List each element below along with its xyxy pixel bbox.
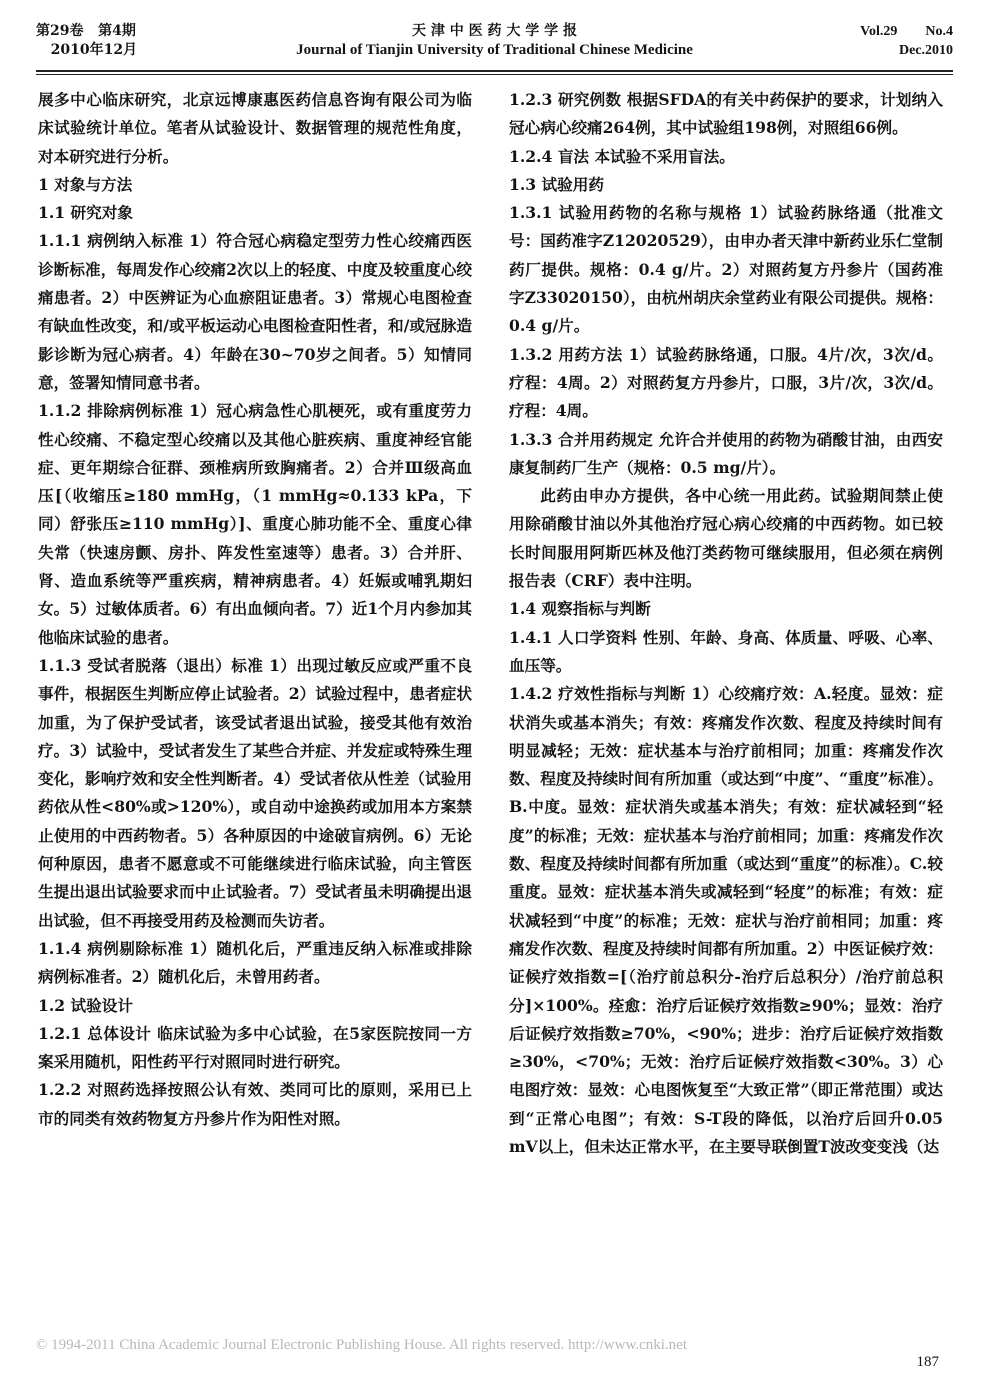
copyright-footer: © 1994-2011 China Academic Journal Electronic Publishing House. All rights reserved. http://www.cnki.net — [36, 1337, 688, 1353]
journal-title-en: Journal of Tianjin University of Traditional Chinese Medicine — [296, 42, 693, 58]
paragraph: 1.2.1 总体设计 临床试验为多中心试验，在5家医院按同一方案采用随机，阳性药平行对照同时进行研究。 — [38, 1023, 472, 1072]
paragraph: 此药由申办方提供，各中心统一用此药。试验期间禁止使用除硝酸甘油以外其他治疗冠心病心绞痛的中西药物。如已较长时间服用阿斯匹林及他汀类药物可继续服用，但必须在病例报告表（CRF）表中注明。 — [509, 486, 943, 591]
header-vol-date: Vol.29 No.4 Dec.2010 — [860, 24, 953, 58]
paragraph: 1.4.2 疗效性指标与判断 1）心绞痛疗效：A.轻度。显效：症状消失或基本消失；有效：疼痛发作次数、程度及持续时间有明显减轻；无效：症状基本与治疗前相同；加重：疼痛发作次数、程度及持续时间有所加重（或达到“中度”、“重度”标准）。B.中度。显效：症状消失或基本消失；有效：症状减轻到“轻度”的标准；无效：症状基本与治疗前相同；加重：疼痛发作次数、程度及持续时间都有所加重（或达到“重度”的标准）。C.较重度。显效：症状基本消失或减轻到“轻度”的标准；有效：症状减轻到“中度”的标准；无效：症状与治疗前相同；加重：疼痛发作次数、程度及持续时间都有所加重。2）中医证候疗效：证候疗效指数=[（治疗前总积分-治疗后总积分）/治疗前总积分]×100%。痊愈：治疗后证候疗效指数≥90%；显效：治疗后证候疗效指数≥70%，<90%；进步：治疗后证候疗效指数≥30%，<70%；无效：治疗后证候疗效指数<30%。3）心电图疗效：显效：心电图恢复至“大致正常”（即正常范围）或达到“正常心电图”；有效：S-T段的降低，以治疗后回升0.05 mV以上，但未达正常水平，在主要导联倒置T波改变变浅（达 — [509, 684, 943, 1156]
paragraph: 1.3.1 试验用药物的名称与规格 1）试验药脉络通（批准文号：国药准字Z12020529），由申办者天津中新药业乐仁堂制药厂提供。规格：0.4 g/片。2）对照药复方丹参片（国药准字Z33020150），由杭州胡庆余堂药业有限公司提供。规格：0.4 g/片。 — [509, 203, 943, 336]
right-column — [509, 86, 943, 1161]
paragraph: 1.3.2 用药方法 1）试验药脉络通，口服。4片/次，3次/d。疗程：4周。2）对照药复方丹参片，口服，3片/次，3次/d。疗程：4周。 — [509, 344, 943, 421]
paragraph: 1.3 试验用药 — [509, 174, 604, 194]
header-rule-thick — [36, 70, 953, 72]
paragraph: 1.4.1 人口学资料 性别、年龄、身高、体质量、呼吸、心率、血压等。 — [509, 627, 943, 675]
paragraph: 1.1.4 病例剔除标准 1）随机化后，严重违反纳入标准或排除病例标准者。2）随机化后，未曾用药者。 — [38, 938, 472, 987]
paragraph: 1.1.3 受试者脱落（退出）标准 1）出现过敏反应或严重不良事件，根据医生判断应停止试验者。2）试验过程中，患者症状加重，为了保护受试者，该受试者退出试验，接受其他有效治疗。3）试验中，受试者发生了某些合并症、并发症或特殊生理变化，影响疗效和安全性判断者。4）受试者依从性差（试验用药依从性<80%或>120%），或自动中途换药或加用本方案禁止使用的中西药物者。5）各种原因的中途破盲病例。6）无论何种原因，患者不愿意或不可能继续进行临床试验，向主管医生提出退出试验要求而中止试验者。7）受试者虽未明确提出退出试验，但不再接受用药及检测而失访者。 — [38, 655, 472, 930]
paragraph: 1.1 研究对象 — [38, 203, 133, 223]
header-rule-thin — [36, 74, 953, 75]
paragraph: 1.4 观察指标与判断 — [509, 599, 651, 619]
header-journal-title — [36, 22, 953, 60]
left-column — [38, 86, 472, 1133]
running-header — [36, 22, 953, 72]
paragraph: 1.2.2 对照药选择按照公认有效、类同可比的原则，采用已上市的同类有效药物复方丹参片作为阳性对照。 — [38, 1080, 472, 1128]
header-volume-issue: 第29卷 第4期 2010年12月 — [36, 23, 138, 58]
journal-title-cn: 天 津 中 医 药 大 学 学 报 — [412, 23, 577, 39]
paragraph: 1.2 试验设计 — [38, 995, 133, 1015]
paragraph: 1.2.4 盲法 本试验不采用盲法。 — [509, 146, 735, 166]
page-number: 187 — [916, 1354, 939, 1370]
paragraph: 1.2.3 研究例数 根据SFDA的有关中药保护的要求，计划纳入冠心病心绞痛264例，其中试验组198例，对照组66例。 — [509, 90, 943, 138]
paragraph: 1.1.1 病例纳入标准 1）符合冠心病稳定型劳力性心绞痛西医诊断标准，每周发作心绞痛2次以上的轻度、中度及较重度心绞痛患者。2）中医辨证为心血瘀阻证患者。3）常规心电图检查有缺血性改变，和/或平板运动心电图检查阳性者，和/或冠脉造影诊断为冠心病者。4）年龄在30~70岁之间者。5）知情同意，签署知情同意书者。 — [38, 231, 472, 392]
paragraph: 1.3.3 合并用药规定 允许合并使用的药物为硝酸甘油，由西安康复制药厂生产（规格：0.5 mg/片）。 — [509, 429, 943, 477]
paragraph: 展多中心临床研究，北京远博康惠医药信息咨询有限公司为临床试验统计单位。笔者从试验设计、数据管理的规范性角度，对本研究进行分析。 — [38, 90, 472, 166]
paragraph: 1.1.2 排除病例标准 1）冠心病急性心肌梗死，或有重度劳力性心绞痛、不稳定型心绞痛以及其他心脏疾病、重度神经官能症、更年期综合征群、颈椎病所致胸痛者。2）合并Ⅲ级高血压[（收缩压≥180 mmHg，（1 mmHg≈0.133 kPa，下同）舒张压≥110 mmHg）]、重度心肺功能不全、重度心律失常（快速房颤、房扑、阵发性室速等）患者。3）合并肝、肾、造血系统等严重疾病，精神病患者。4）妊娠或哺乳期妇女。5）过敏体质者。6）有出血倾向者。7）近1个月内参加其他临床试验的患者。 — [38, 401, 472, 647]
paragraph: 1 对象与方法 — [38, 174, 133, 194]
